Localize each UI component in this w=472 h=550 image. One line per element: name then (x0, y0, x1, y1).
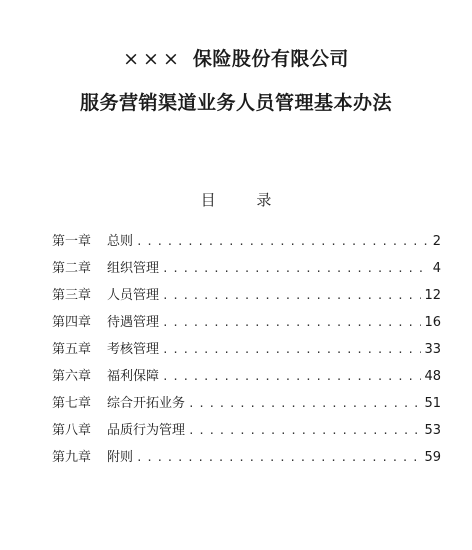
toc-dot-leader (136, 235, 428, 248)
toc-entry-chapter-4[interactable] (52, 311, 441, 338)
toc-entry-chapter-7[interactable] (52, 392, 441, 419)
company-name-line (0, 44, 472, 71)
document-title: 服务营销渠道业务人员管理基本办法 (79, 92, 392, 114)
toc-heading: 目 录 (200, 191, 290, 209)
toc-chapter-title: 组织管理 (107, 261, 160, 276)
toc-page-number: 2 (432, 234, 441, 249)
toc-page-number: 4 (432, 261, 441, 276)
company-name-placeholder-marks: ××× (123, 48, 183, 70)
toc-page-number: 16 (424, 315, 441, 330)
toc-page-number: 59 (424, 450, 441, 465)
toc-chapter-number: 第七章 (52, 396, 92, 411)
company-name: 保险股份有限公司 (192, 48, 349, 70)
table-of-contents (52, 230, 441, 473)
toc-page-number: 51 (424, 396, 441, 411)
toc-entry-chapter-8[interactable] (52, 419, 441, 446)
toc-chapter-title: 待遇管理 (107, 315, 160, 330)
toc-chapter-title: 考核管理 (107, 342, 160, 357)
toc-chapter-title: 总则 (107, 234, 134, 249)
toc-chapter-number: 第三章 (52, 288, 92, 303)
toc-dot-leader (136, 451, 421, 464)
toc-dot-leader (162, 370, 421, 383)
toc-entry-chapter-1[interactable] (52, 230, 441, 257)
toc-chapter-title: 附则 (107, 450, 134, 465)
toc-chapter-title: 福利保障 (107, 369, 160, 384)
toc-chapter-title: 品质行为管理 (107, 423, 186, 438)
toc-page-number: 12 (424, 288, 441, 303)
toc-page-number: 33 (424, 342, 441, 357)
toc-chapter-number: 第九章 (52, 450, 92, 465)
toc-entry-chapter-2[interactable] (52, 257, 441, 284)
toc-dot-leader (188, 397, 421, 410)
toc-dot-leader (188, 424, 421, 437)
toc-entry-chapter-5[interactable] (52, 338, 441, 365)
toc-page-number: 53 (424, 423, 441, 438)
toc-chapter-number: 第二章 (52, 261, 92, 276)
toc-dot-leader (162, 289, 421, 302)
toc-chapter-number: 第五章 (52, 342, 92, 357)
toc-page-number: 48 (424, 369, 441, 384)
toc-chapter-title: 综合开拓业务 (107, 396, 186, 411)
toc-dot-leader (162, 262, 428, 275)
toc-chapter-title: 人员管理 (107, 288, 160, 303)
toc-chapter-number: 第八章 (52, 423, 92, 438)
toc-chapter-number: 第一章 (52, 234, 92, 249)
toc-dot-leader (162, 343, 421, 356)
toc-entry-chapter-6[interactable] (52, 365, 441, 392)
toc-chapter-number: 第六章 (52, 369, 92, 384)
toc-chapter-number: 第四章 (52, 315, 92, 330)
toc-entry-chapter-3[interactable] (52, 284, 441, 311)
toc-entry-chapter-9[interactable] (52, 446, 441, 473)
toc-dot-leader (162, 316, 421, 329)
